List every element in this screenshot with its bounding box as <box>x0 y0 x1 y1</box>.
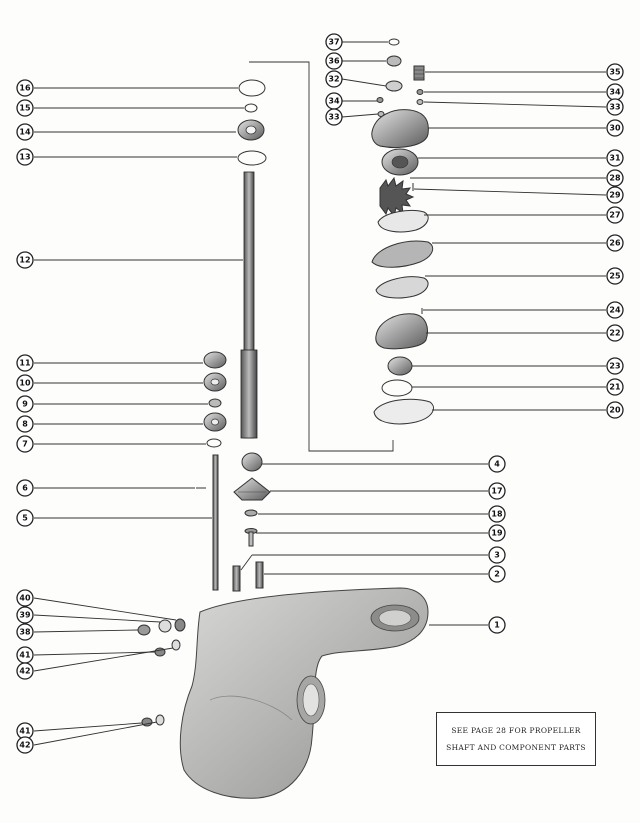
callout-36 <box>326 53 342 69</box>
callout-label-41-lower: 41 <box>19 726 31 736</box>
washer-39 <box>159 620 171 632</box>
callout-label-24: 24 <box>609 305 621 315</box>
callout-label-14: 14 <box>19 127 31 137</box>
face-plate-26 <box>372 241 433 267</box>
callout-6 <box>17 480 33 496</box>
shift-rod-5 <box>213 455 218 590</box>
callout-label-42-upper: 42 <box>19 666 31 676</box>
callout-label-33-right: 33 <box>609 102 621 112</box>
o-ring-13 <box>238 151 266 165</box>
drive-shaft-12 <box>241 172 257 438</box>
bolt-19 <box>245 529 257 547</box>
callout-17 <box>489 483 505 499</box>
spring-35 <box>414 66 424 80</box>
reference-note-line-2: SHAFT AND COMPONENT PARTS <box>446 743 586 752</box>
callout-label-12: 12 <box>19 255 31 265</box>
part-11 <box>204 352 226 368</box>
callout-11 <box>17 355 33 371</box>
callout-label-31: 31 <box>609 153 621 163</box>
callout-34-left <box>326 93 342 109</box>
callout-label-11: 11 <box>19 358 31 368</box>
ring-7 <box>207 439 221 447</box>
washer-42-lower <box>156 715 164 725</box>
callout-27 <box>607 207 623 223</box>
callout-label-39: 39 <box>19 610 31 620</box>
callout-13 <box>17 149 33 165</box>
callout-label-8: 8 <box>22 419 28 429</box>
callout-25 <box>607 268 623 284</box>
callout-12 <box>17 252 33 268</box>
callout-label-27: 27 <box>609 210 621 220</box>
callout-label-13: 13 <box>19 152 31 162</box>
callout-5 <box>17 510 33 526</box>
ring-15 <box>245 104 257 112</box>
callout-34-right <box>607 84 623 100</box>
callout-label-22: 22 <box>609 328 621 338</box>
callout-42-lower <box>17 737 33 753</box>
callout-label-32: 32 <box>328 74 340 84</box>
callout-28 <box>607 170 623 186</box>
part-10 <box>204 373 226 391</box>
reference-note-box <box>436 712 596 766</box>
callout-label-38: 38 <box>19 627 31 637</box>
callout-label-10: 10 <box>19 378 31 388</box>
o-ring-16 <box>239 80 265 96</box>
washer-9 <box>209 399 221 407</box>
callout-label-30: 30 <box>609 123 621 133</box>
callout-label-5: 5 <box>22 513 28 523</box>
callout-label-20: 20 <box>609 405 621 415</box>
callout-label-25: 25 <box>609 271 621 281</box>
callout-8 <box>17 416 33 432</box>
oil-seal-23 <box>388 357 412 375</box>
callout-label-17: 17 <box>491 486 503 496</box>
callout-label-1: 1 <box>494 620 500 630</box>
plug-40 <box>175 619 185 631</box>
callout-label-40: 40 <box>19 593 31 603</box>
bearing-14 <box>238 120 264 140</box>
reference-note-line-1: SEE PAGE 28 FOR PROPELLER <box>451 726 581 735</box>
callout-label-34-right: 34 <box>609 87 621 97</box>
part-34-right <box>417 90 423 95</box>
callout-1 <box>489 617 505 633</box>
callout-label-37: 37 <box>328 37 340 47</box>
callout-33-right <box>607 99 623 115</box>
callout-label-19: 19 <box>491 528 503 538</box>
callout-29 <box>607 187 623 203</box>
callout-31 <box>607 150 623 166</box>
callout-label-18: 18 <box>491 509 503 519</box>
callout-38 <box>17 624 33 640</box>
callout-label-3: 3 <box>494 550 500 560</box>
o-ring-21 <box>382 380 412 396</box>
callout-37 <box>326 34 342 50</box>
callout-label-23: 23 <box>609 361 621 371</box>
callout-7 <box>17 436 33 452</box>
callout-label-21: 21 <box>609 382 621 392</box>
callout-label-4: 4 <box>494 459 500 469</box>
callout-18 <box>489 506 505 522</box>
callout-label-9: 9 <box>22 399 28 409</box>
callout-14 <box>17 124 33 140</box>
part-34-left <box>377 98 383 103</box>
callout-30 <box>607 120 623 136</box>
callout-label-15: 15 <box>19 103 31 113</box>
callout-23 <box>607 358 623 374</box>
gasket-25 <box>376 277 428 298</box>
part-33-right <box>417 100 423 105</box>
assembly-guide-line <box>249 62 393 451</box>
callout-41-upper <box>17 647 33 663</box>
pump-base-22 <box>376 314 428 349</box>
callout-label-7: 7 <box>22 439 28 449</box>
washer-18 <box>245 510 257 516</box>
callout-26 <box>607 235 623 251</box>
callout-33-left <box>326 109 342 125</box>
part-8 <box>204 413 226 431</box>
callout-label-33-left: 33 <box>328 112 340 122</box>
callout-21 <box>607 379 623 395</box>
gasket-20 <box>374 399 434 424</box>
stud-3 <box>233 566 240 591</box>
callout-label-29: 29 <box>609 190 621 200</box>
part-4 <box>242 453 262 471</box>
callout-22 <box>607 325 623 341</box>
callout-20 <box>607 402 623 418</box>
callout-2 <box>489 566 505 582</box>
callout-label-6: 6 <box>22 483 28 493</box>
callout-label-41-upper: 41 <box>19 650 31 660</box>
callout-label-36: 36 <box>328 56 340 66</box>
callout-4 <box>489 456 505 472</box>
impeller-insert-31 <box>382 149 418 175</box>
washer-42-upper <box>172 640 180 650</box>
callout-9 <box>17 396 33 412</box>
screw-38 <box>138 625 150 635</box>
seal-32 <box>386 81 402 91</box>
pinion-gear-17 <box>234 478 270 500</box>
callout-3 <box>489 547 505 563</box>
callout-label-42-lower: 42 <box>19 740 31 750</box>
gear-housing-1 <box>180 588 428 798</box>
callout-42-upper <box>17 663 33 679</box>
o-ring-37 <box>389 39 399 45</box>
callout-label-34-left: 34 <box>328 96 340 106</box>
callout-label-28: 28 <box>609 173 621 183</box>
callout-24 <box>607 302 623 318</box>
callout-32 <box>326 71 342 87</box>
callout-label-2: 2 <box>494 569 500 579</box>
callout-label-16: 16 <box>19 83 31 93</box>
stud-2 <box>256 562 263 588</box>
callout-39 <box>17 607 33 623</box>
callout-15 <box>17 100 33 116</box>
callout-19 <box>489 525 505 541</box>
callout-40 <box>17 590 33 606</box>
callout-10 <box>17 375 33 391</box>
callout-label-35: 35 <box>609 67 621 77</box>
grommet-36 <box>387 56 401 66</box>
callout-label-26: 26 <box>609 238 621 248</box>
callout-16 <box>17 80 33 96</box>
callout-35 <box>607 64 623 80</box>
